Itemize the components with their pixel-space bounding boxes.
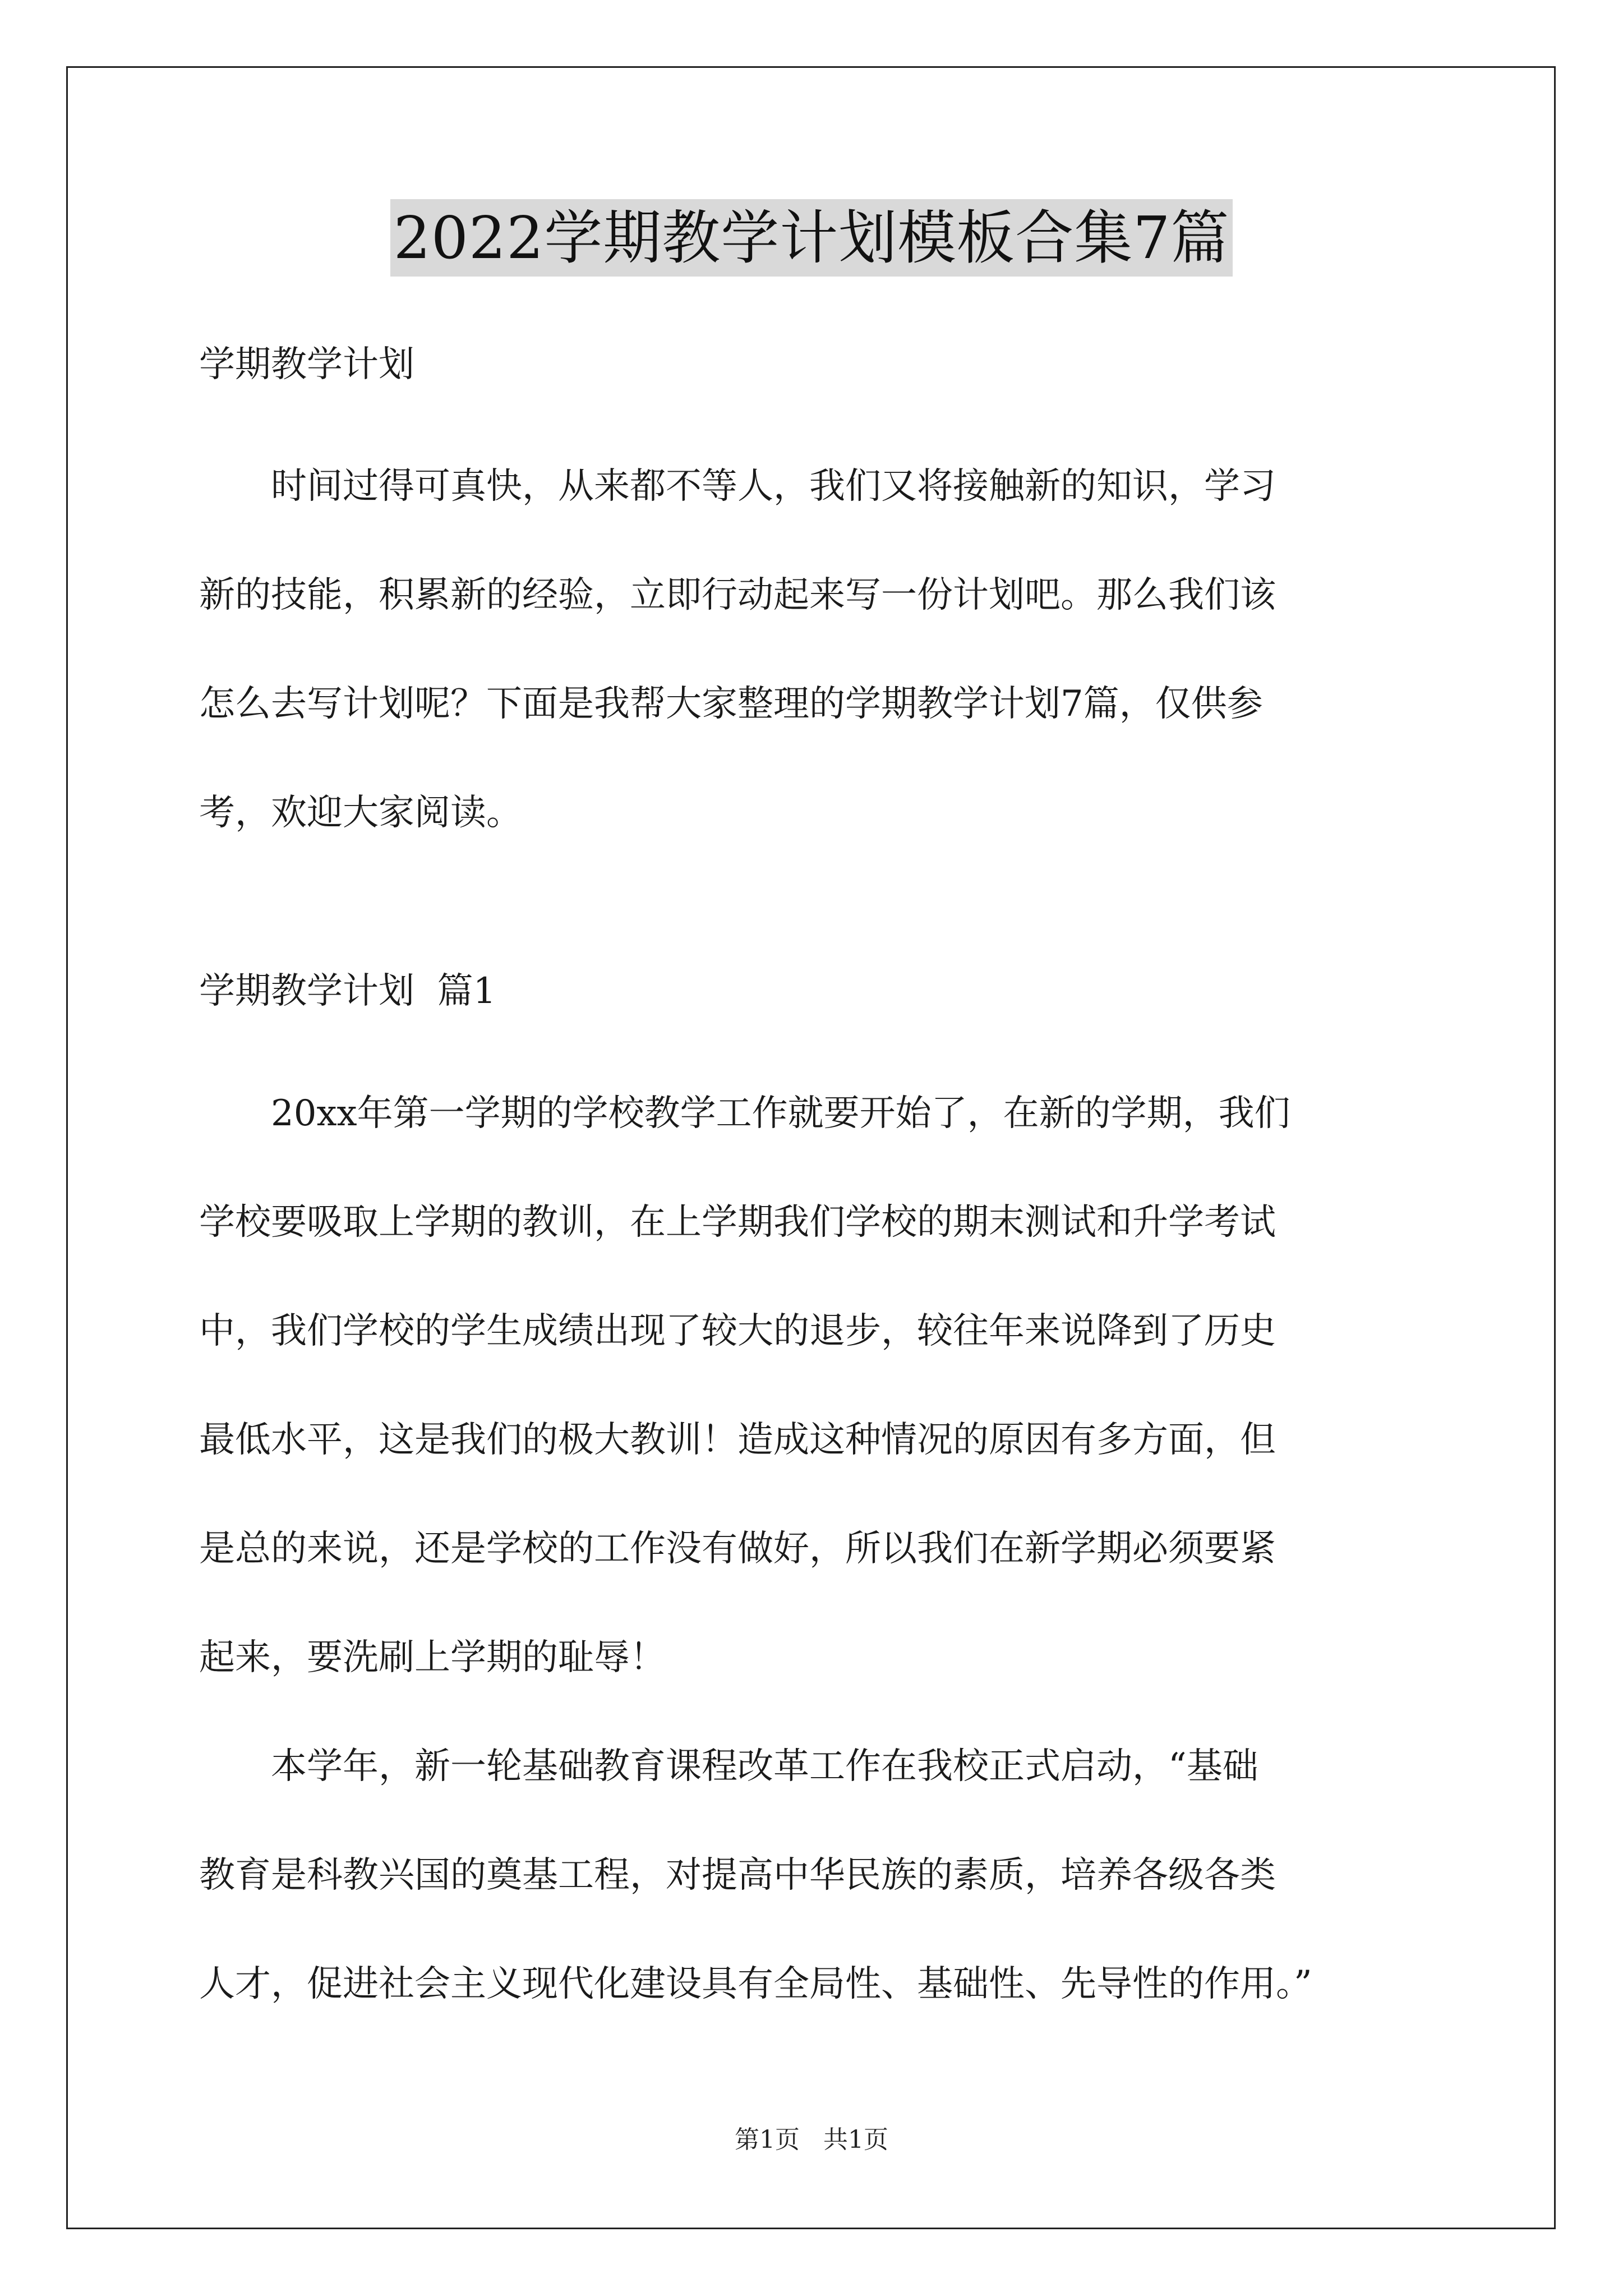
intro-heading: 学期教学计划 xyxy=(199,344,414,385)
page-footer: 第1页 共1页 xyxy=(735,2125,888,2154)
intro-line: 考，欢迎大家阅读。 xyxy=(199,792,522,834)
paragraph-line: 是总的来说，还是学校的工作没有做好，所以我们在新学期必须要紧 xyxy=(199,1528,1276,1570)
paragraph-line: 人才，促进社会主义现代化建设具有全局性、基础性、先导性的作用。” xyxy=(199,1963,1312,2005)
intro-line: 时间过得可真快，从来都不等人，我们又将接触新的知识，学习 xyxy=(271,466,1276,507)
section1-heading: 学期教学计划 篇1 xyxy=(199,970,496,1012)
paragraph-line: 20xx年第一学期的学校教学工作就要开始了，在新的学期，我们 xyxy=(271,1093,1290,1134)
intro-line: 新的技能，积累新的经验，立即行动起来写一份计划吧。那么我们该 xyxy=(199,574,1276,616)
document-title: 2022学期教学计划模板合集7篇 xyxy=(390,199,1233,277)
paragraph-line: 起来，要洗刷上学期的耻辱！ xyxy=(199,1637,666,1678)
intro-paragraph xyxy=(199,432,1433,867)
intro-line: 怎么去写计划呢？下面是我帮大家整理的学期教学计划7篇，仅供参 xyxy=(199,683,1263,725)
title-wrap xyxy=(0,199,1623,277)
section1-paragraph-2 xyxy=(199,1712,1433,2039)
section1-paragraph-1 xyxy=(199,1059,1433,1712)
paragraph-line: 学校要吸取上学期的教训，在上学期我们学校的期末测试和升学考试 xyxy=(199,1202,1276,1243)
paragraph-line: 中，我们学校的学生成绩出现了较大的退步，较往年来说降到了历史 xyxy=(199,1310,1276,1352)
paragraph-line: 最低水平，这是我们的极大教训！造成这种情况的原因有多方面，但 xyxy=(199,1419,1276,1461)
paragraph-line: 本学年，新一轮基础教育课程改革工作在我校正式启动，“基础 xyxy=(271,1746,1258,1787)
paragraph-line: 教育是科教兴国的奠基工程，对提高中华民族的素质，培养各级各类 xyxy=(199,1855,1276,1896)
